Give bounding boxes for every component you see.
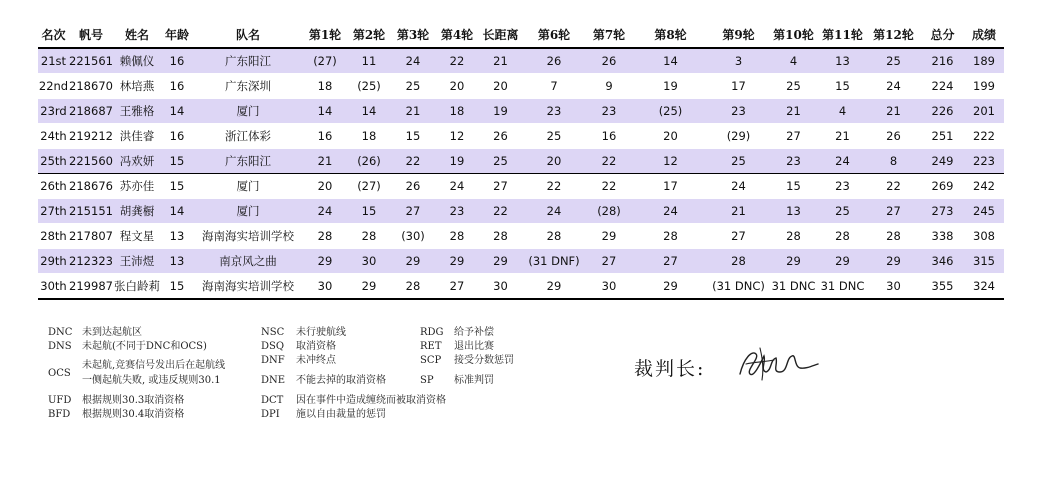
table-cell: 355 — [931, 279, 954, 293]
table-cell: 28 — [835, 229, 850, 243]
table-cell: 23 — [731, 104, 746, 118]
table-cell: 269 — [931, 179, 954, 193]
table-cell: 16 — [169, 54, 185, 68]
table-cell: 20 — [663, 129, 678, 143]
table-cell: 23rd — [40, 104, 67, 118]
table-cell: 24 — [405, 54, 421, 68]
legend-desc: 根据规则30.3取消资格 — [82, 395, 185, 406]
table-cell: (30) — [401, 229, 425, 243]
table-cell: 242 — [973, 179, 995, 193]
table-cell: 221560 — [69, 154, 113, 168]
table-cell: 29 — [663, 279, 678, 293]
table-cell: 308 — [973, 229, 995, 243]
table-cell: 27 — [601, 254, 617, 268]
table-cell: 13 — [169, 254, 185, 268]
referee-signature — [734, 340, 820, 384]
table-cell: 14 — [361, 104, 377, 118]
table-cell: 338 — [931, 229, 954, 243]
table-row — [38, 224, 1004, 249]
legend-desc: 不能去掉的取消资格 — [296, 375, 386, 386]
column-header: 第7轮 — [592, 28, 626, 42]
legend-code: DNF — [261, 355, 285, 366]
table-cell: 21 — [731, 204, 746, 218]
table-cell: 28 — [731, 254, 746, 268]
table-cell: 28 — [886, 229, 901, 243]
legend-code: DNC — [48, 327, 73, 338]
column-header: 第8轮 — [654, 28, 687, 42]
table-cell: 13 — [169, 229, 185, 243]
table-cell: 17 — [663, 179, 678, 193]
table-cell: 11 — [361, 54, 377, 68]
table-body — [38, 48, 1004, 299]
legend-code: DNS — [48, 341, 72, 352]
table-cell: 30 — [601, 279, 617, 293]
table-cell: 厦门 — [236, 104, 260, 118]
table-cell: 27 — [405, 204, 421, 218]
legend-desc: 给予补偿 — [454, 327, 494, 338]
table-cell: 25 — [546, 129, 562, 143]
table-cell: 23 — [786, 154, 801, 168]
table-cell: 25 — [786, 79, 801, 93]
table-cell: 18 — [361, 129, 377, 143]
table-cell: 苏亦佳 — [119, 179, 155, 193]
table-cell: 22 — [601, 154, 617, 168]
table-cell: 21 — [886, 104, 901, 118]
table-cell: 27 — [663, 254, 678, 268]
table-cell: 24 — [449, 179, 465, 193]
table-row — [38, 199, 1004, 224]
table-cell: 224 — [931, 79, 954, 93]
table-cell: 23 — [546, 104, 562, 118]
column-header: 姓名 — [124, 28, 149, 42]
table-cell: 20 — [449, 79, 465, 93]
column-header: 年龄 — [164, 28, 189, 42]
legend-code: BFD — [48, 409, 71, 420]
table-cell: 21 — [317, 154, 333, 168]
table-cell: 27 — [731, 229, 746, 243]
table-cell: 16 — [601, 129, 617, 143]
table-cell: 21 — [786, 104, 801, 118]
table-cell: 28 — [546, 229, 562, 243]
table-cell: 15 — [361, 204, 377, 218]
table-cell: 15 — [169, 279, 185, 293]
table-cell: 324 — [973, 279, 995, 293]
table-cell: 冯欢妍 — [119, 154, 155, 168]
table-cell: 29 — [886, 254, 901, 268]
legend-code: OCS — [48, 368, 71, 379]
table-cell: 29 — [786, 254, 801, 268]
table-cell: 216 — [931, 54, 954, 68]
table-cell: 15 — [786, 179, 801, 193]
table-cell: 21 — [493, 54, 508, 68]
column-header: 第1轮 — [308, 28, 342, 42]
table-cell: 13 — [786, 204, 801, 218]
table-cell: 20 — [317, 179, 333, 193]
table-cell: 212323 — [69, 254, 113, 268]
legend-desc: 一侧起航失败, 或违反规则30.1 — [82, 375, 221, 386]
column-header: 成绩 — [971, 28, 996, 42]
table-row — [38, 149, 1004, 174]
table-cell: 林培燕 — [119, 79, 155, 93]
table-cell: 王沛煜 — [119, 254, 155, 268]
legend-code: RDG — [420, 327, 444, 338]
table-cell: 30 — [317, 279, 333, 293]
table-cell: (26) — [357, 154, 381, 168]
referee-label: 裁判长: — [634, 358, 706, 380]
table-cell: 24 — [731, 179, 746, 193]
table-cell: (28) — [597, 204, 621, 218]
table-cell: 广东阳江 — [225, 54, 271, 68]
table-cell: 14 — [169, 204, 185, 218]
column-header: 第2轮 — [352, 28, 386, 42]
table-cell: 30 — [493, 279, 508, 293]
table-cell: 南京风之曲 — [219, 254, 277, 268]
table-cell: 221561 — [69, 54, 113, 68]
table-cell: 27 — [786, 129, 801, 143]
table-cell: 22 — [493, 204, 508, 218]
column-header: 第3轮 — [396, 28, 430, 42]
table-cell: 22 — [601, 179, 617, 193]
column-header: 第6轮 — [537, 28, 571, 42]
legend-desc: 退出比赛 — [454, 341, 494, 352]
table-cell: 24 — [835, 154, 850, 168]
column-header: 第4轮 — [440, 28, 474, 42]
table-cell: 28 — [493, 229, 508, 243]
table-cell: 7 — [550, 79, 558, 93]
column-header: 第11轮 — [822, 28, 863, 42]
table-cell: 29 — [493, 254, 508, 268]
table-cell: 海南海实培训学校 — [202, 229, 294, 243]
table-cell: 28 — [405, 279, 421, 293]
table-cell: 26 — [493, 129, 508, 143]
table-cell: 245 — [973, 204, 995, 218]
table-row — [38, 124, 1004, 149]
table-cell: 27 — [493, 179, 508, 193]
table-cell: (29) — [726, 129, 751, 143]
table-cell: 23 — [449, 204, 465, 218]
table-cell: 30th — [40, 279, 67, 293]
table-cell: 249 — [931, 154, 954, 168]
table-cell: 20 — [546, 154, 562, 168]
table-cell: 223 — [973, 154, 995, 168]
table-cell: 28 — [317, 229, 333, 243]
table-row — [38, 99, 1004, 124]
legend-code: DPI — [261, 409, 280, 420]
table-cell: 346 — [931, 254, 954, 268]
table-cell: 广东阳江 — [225, 154, 271, 168]
table-cell: 31 DNC — [820, 279, 865, 293]
table-cell: 20 — [493, 79, 508, 93]
table-cell: 厦门 — [236, 204, 260, 218]
table-cell: 27th — [40, 204, 67, 218]
table-cell: (25) — [658, 104, 683, 118]
table-cell: 胡龚橱 — [119, 204, 155, 218]
table-cell: 19 — [663, 79, 678, 93]
table-cell: 199 — [973, 79, 995, 93]
table-cell: 22 — [405, 154, 421, 168]
table-cell: 16 — [169, 79, 185, 93]
table-header — [38, 22, 1004, 48]
table-row — [38, 48, 1004, 74]
table-cell: 29th — [40, 254, 67, 268]
table-cell: 218676 — [69, 179, 113, 193]
table-cell: 21 — [835, 129, 850, 143]
legend-code: NSC — [261, 327, 285, 338]
table-cell: 30 — [361, 254, 377, 268]
table-cell: 189 — [973, 54, 995, 68]
table-cell: 22 — [886, 179, 901, 193]
abbreviation-legend — [48, 325, 568, 425]
table-cell: 222 — [973, 129, 995, 143]
table-cell: 24 — [886, 79, 901, 93]
table-cell: 28 — [449, 229, 465, 243]
table-cell: 217807 — [69, 229, 113, 243]
legend-code: DSQ — [261, 341, 285, 352]
table-cell: 17 — [731, 79, 746, 93]
table-cell: 21 — [405, 104, 421, 118]
table-cell: 25 — [731, 154, 746, 168]
legend-desc: 取消资格 — [296, 341, 336, 352]
table-cell: 14 — [317, 104, 333, 118]
table-cell: 27 — [886, 204, 901, 218]
table-cell: 24 — [663, 204, 678, 218]
table-cell: 厦门 — [236, 179, 260, 193]
results-table — [38, 22, 1004, 300]
legend-desc: 施以自由裁量的惩罚 — [296, 409, 386, 420]
table-cell: 215151 — [69, 204, 113, 218]
table-cell: 26 — [546, 54, 562, 68]
legend-desc: 未起航,竞赛信号发出后在起航线 — [82, 360, 226, 371]
legend-desc: 未到达起航区 — [82, 327, 142, 338]
table-cell: 洪佳睿 — [119, 129, 155, 143]
table-cell: 29 — [449, 254, 465, 268]
table-cell: (27) — [357, 179, 381, 193]
table-cell: 31 DNC — [771, 279, 816, 293]
table-cell: 29 — [361, 279, 377, 293]
table-cell: 18 — [449, 104, 465, 118]
table-cell: 13 — [835, 54, 850, 68]
table-cell: 29 — [835, 254, 850, 268]
table-cell: 24th — [40, 129, 67, 143]
legend-code: DCT — [261, 395, 284, 406]
table-cell: 28 — [361, 229, 377, 243]
table-cell: 24 — [317, 204, 333, 218]
table-cell: 315 — [973, 254, 995, 268]
table-cell: 12 — [663, 154, 678, 168]
table-cell: 29 — [405, 254, 421, 268]
table-cell: 24 — [546, 204, 562, 218]
table-row — [38, 174, 1004, 199]
table-cell: 219212 — [69, 129, 113, 143]
legend-code: DNE — [261, 375, 286, 386]
table-cell: (31 DNF) — [528, 254, 580, 268]
table-cell: 赖佩仪 — [119, 54, 155, 68]
table-cell: (31 DNC) — [712, 279, 765, 293]
table-cell: 26 — [886, 129, 901, 143]
table-cell: (25) — [357, 79, 381, 93]
table-cell: 8 — [889, 154, 898, 168]
table-cell: 14 — [169, 104, 185, 118]
table-cell: 19 — [449, 154, 465, 168]
table-cell: 15 — [405, 129, 421, 143]
table-cell: 16 — [169, 129, 185, 143]
table-cell: 26 — [601, 54, 617, 68]
table-cell: 14 — [663, 54, 678, 68]
table-cell: 273 — [931, 204, 954, 218]
table-cell: 25 — [886, 54, 901, 68]
legend-desc: 未起航(不同于DNC和OCS) — [82, 341, 207, 352]
table-cell: 22nd — [38, 79, 69, 93]
table-cell: 28th — [40, 229, 67, 243]
table-cell: (27) — [313, 54, 337, 68]
column-header: 长距离 — [482, 28, 519, 42]
table-cell: 29 — [546, 279, 562, 293]
table-cell: 26 — [405, 179, 421, 193]
legend-desc: 未冲终点 — [296, 355, 336, 366]
table-cell: 海南海实培训学校 — [202, 279, 294, 293]
table-cell: 23 — [601, 104, 617, 118]
table-cell: 12 — [449, 129, 465, 143]
table-cell: 28 — [663, 229, 678, 243]
table-cell: 15 — [835, 79, 850, 93]
table-cell: 22 — [546, 179, 562, 193]
legend-desc: 未行驶航线 — [296, 327, 346, 338]
table-cell: 程文星 — [119, 229, 155, 243]
table-cell: 16 — [317, 129, 333, 143]
legend-desc: 根据规则30.4取消资格 — [82, 409, 185, 420]
table-cell: 22 — [449, 54, 465, 68]
table-cell: 219987 — [69, 279, 113, 293]
table-cell: 30 — [886, 279, 901, 293]
table-cell: 张白龄莉 — [114, 279, 160, 293]
table-row — [38, 274, 1004, 300]
table-cell: 25 — [493, 154, 508, 168]
table-cell: 26th — [40, 179, 67, 193]
table-cell: 25th — [40, 154, 67, 168]
legend-code: UFD — [48, 395, 72, 406]
column-header: 总分 — [930, 28, 955, 42]
column-header: 第10轮 — [773, 28, 814, 42]
legend-desc: 标准判罚 — [454, 375, 494, 386]
table-cell: 21st — [40, 54, 67, 68]
table-cell: 25 — [835, 204, 850, 218]
legend-desc: 因在事件中造成缠绕而被取消资格 — [296, 395, 446, 406]
table-cell: 201 — [973, 104, 995, 118]
table-cell: 29 — [317, 254, 333, 268]
table-cell: 3 — [734, 54, 743, 68]
table-cell: 4 — [789, 54, 798, 68]
table-cell: 27 — [449, 279, 465, 293]
table-cell: 23 — [835, 179, 850, 193]
column-header: 第12轮 — [873, 28, 914, 42]
legend-code: RET — [420, 341, 442, 352]
column-header: 帆号 — [78, 28, 103, 42]
column-header: 名次 — [41, 28, 66, 42]
legend-code: SCP — [420, 355, 442, 366]
table-cell: 15 — [169, 154, 185, 168]
table-cell: 218687 — [69, 104, 113, 118]
table-cell: 浙江体彩 — [225, 129, 271, 143]
column-header: 第9轮 — [722, 28, 755, 42]
table-cell: 4 — [838, 104, 847, 118]
table-cell: 29 — [601, 229, 617, 243]
table-row — [38, 74, 1004, 99]
table-cell: 251 — [931, 129, 954, 143]
table-row — [38, 249, 1004, 274]
legend-desc: 接受分数惩罚 — [454, 355, 514, 366]
legend-code: SP — [420, 375, 434, 386]
table-cell: 218670 — [69, 79, 113, 93]
table-cell: 广东深圳 — [225, 79, 271, 93]
header-row — [38, 22, 1004, 48]
column-header: 队名 — [235, 28, 260, 42]
table-cell: 王雅格 — [119, 104, 155, 118]
table-cell: 18 — [317, 79, 333, 93]
table-cell: 28 — [786, 229, 801, 243]
table-cell: 9 — [605, 79, 613, 93]
table-cell: 19 — [493, 104, 508, 118]
table-cell: 15 — [169, 179, 185, 193]
table-cell: 25 — [405, 79, 421, 93]
table-cell: 226 — [931, 104, 954, 118]
